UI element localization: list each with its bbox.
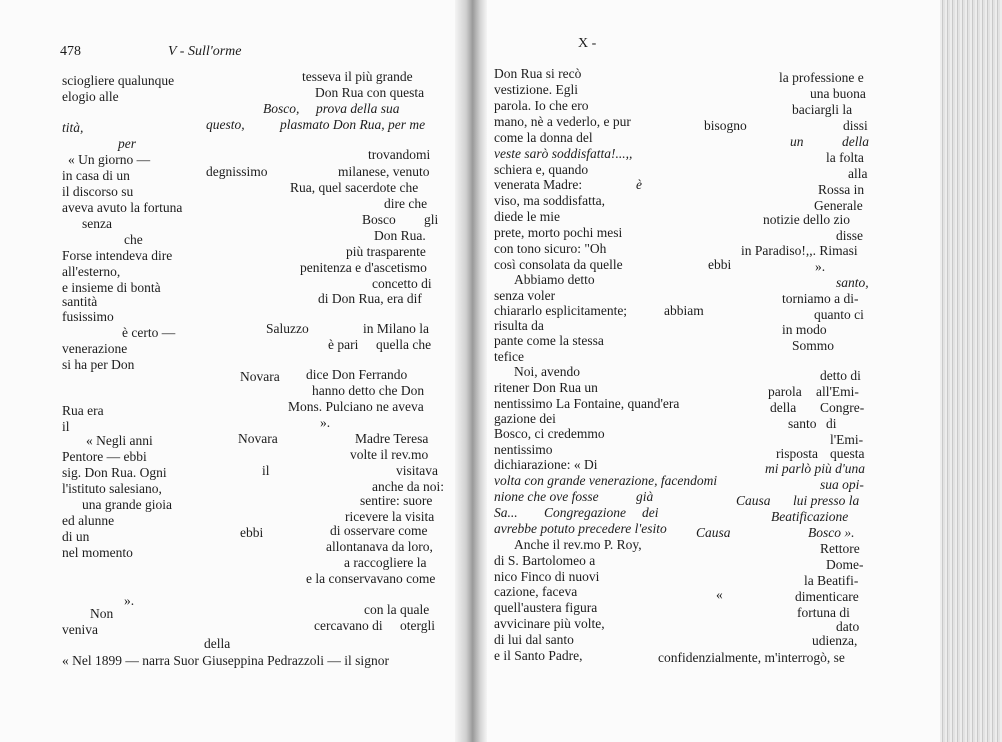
text-line: la professione e xyxy=(779,70,864,85)
text-line: cazione, faceva xyxy=(494,584,578,599)
text-line: dimenticare xyxy=(795,589,859,604)
text-line: concetto di xyxy=(372,276,432,291)
text-line: il xyxy=(262,463,270,478)
text-line: aveva avuto la fortuna xyxy=(62,200,183,215)
text-line: Sommo xyxy=(792,338,835,353)
text-line: questa xyxy=(830,446,865,461)
text-line: volta con grande venerazione, facendomi xyxy=(494,473,718,488)
text-line: Causa xyxy=(736,493,771,508)
text-line: Generale xyxy=(814,198,863,213)
text-line: fortuna di xyxy=(797,605,850,620)
text-line: nel momento xyxy=(62,545,133,560)
text-line: della xyxy=(770,400,797,415)
text-line: santità xyxy=(62,294,98,309)
text-line: gli xyxy=(424,212,439,227)
text-line: di lui dal santo xyxy=(494,632,574,647)
text-line: dichiarazione: « Di xyxy=(494,457,598,472)
text-line: penitenza e d'ascetismo xyxy=(300,260,427,275)
text-line: e la conservavano come xyxy=(306,571,436,586)
text-line: Bosco, ci credemmo xyxy=(494,426,605,441)
text-line: pante come la stessa xyxy=(494,333,604,348)
text-line: di S. Bartolomeo a xyxy=(494,553,596,568)
text-line: all'esterno, xyxy=(62,264,121,279)
text-line: Rossa in xyxy=(818,182,865,197)
text-line: volte il rev.mo xyxy=(350,447,429,462)
text-line: avvicinare più volte, xyxy=(494,616,605,631)
text-line: lui presso la xyxy=(793,493,860,508)
text-line: questo, xyxy=(206,117,245,132)
text-line: con tono sicuro: "Oh xyxy=(494,241,607,256)
text-line: in Milano la xyxy=(363,321,429,336)
text-line: notizie dello zio xyxy=(763,212,850,227)
right-running-head: X - xyxy=(578,36,597,51)
text-line: già xyxy=(636,489,654,504)
page-number: 478 xyxy=(60,44,81,59)
text-line: Don Rua si recò xyxy=(494,66,582,81)
text-line: prete, morto pochi mesi xyxy=(494,225,623,240)
text-line: ebbi xyxy=(708,257,732,272)
text-line: otergli xyxy=(400,618,435,633)
text-line: dei xyxy=(642,505,659,520)
text-line: della xyxy=(842,134,869,149)
text-line: diede le mie xyxy=(494,209,560,224)
text-line: plasmato Don Rua, per me xyxy=(280,117,426,132)
text-line: Bosco xyxy=(362,212,396,227)
text-line: Causa xyxy=(696,525,731,540)
text-line: ed alunne xyxy=(62,513,115,528)
text-line: ritener Don Rua un xyxy=(494,380,598,395)
text-line: venerata Madre: xyxy=(494,177,583,192)
text-line: all'Emi- xyxy=(816,384,859,399)
text-line: senza xyxy=(82,216,112,231)
text-line: allontanava da loro, xyxy=(326,539,433,554)
text-line: di xyxy=(826,416,837,431)
text-line: si ha per Don xyxy=(62,357,135,372)
text-line: torniamo a di- xyxy=(782,291,859,306)
text-line: quanto ci xyxy=(814,307,864,322)
text-line: ricevere la visita xyxy=(345,509,435,524)
text-line: anche da noi: xyxy=(372,479,444,494)
text-line: nentissimo xyxy=(494,442,553,457)
text-line: detto di xyxy=(820,368,861,383)
text-line: sentire: suore xyxy=(360,493,433,508)
text-line: sciogliere qualunque xyxy=(62,73,175,88)
text-line: « Negli anni xyxy=(86,433,153,448)
text-line: che xyxy=(124,232,143,247)
text-line: nione che ove fosse xyxy=(494,489,599,504)
text-line: fusissimo xyxy=(62,309,114,324)
text-line: santo xyxy=(788,416,817,431)
text-line: chiararlo esplicitamente; xyxy=(494,303,628,318)
text-line: Sa... xyxy=(494,505,518,520)
text-line: alla xyxy=(848,166,868,181)
text-line: Pentore — ebbi xyxy=(62,449,147,464)
text-line: milanese, venuto xyxy=(338,164,430,179)
text-line: prova della sua xyxy=(316,101,400,116)
left-running-head: V - Sull'orme xyxy=(168,44,242,59)
text-line: un xyxy=(790,134,804,149)
text-line: è certo — xyxy=(122,325,176,340)
text-line: venerazione xyxy=(62,341,128,356)
text-line: avrebbe potuto precedere l'esito xyxy=(494,521,667,536)
text-line: l'Emi- xyxy=(830,432,864,447)
text-line: Bosco ». xyxy=(808,525,855,540)
text-line: quell'austera figura xyxy=(494,600,598,615)
text-line: santo, xyxy=(836,275,869,290)
text-line: più trasparente xyxy=(346,244,426,259)
text-line: abbiam xyxy=(664,303,704,318)
text-line: e insieme di bontà xyxy=(62,280,161,295)
text-line: Mons. Pulciano ne aveva xyxy=(288,399,424,414)
text-line: « Nel 1899 — narra Suor Giuseppina Pedrazzoli — il signor xyxy=(62,653,389,668)
text-line: mi parlò più d'una xyxy=(765,461,866,476)
text-line: parola. Io che ero xyxy=(494,98,589,113)
text-line: visitava xyxy=(396,463,438,478)
text-line: Novara xyxy=(238,431,278,446)
text-line: cercavano di xyxy=(314,618,383,633)
text-line: veniva xyxy=(62,622,98,637)
text-line: Madre Teresa xyxy=(355,431,429,446)
text-line: è pari xyxy=(328,337,359,352)
text-line: per xyxy=(118,136,136,151)
text-line: tità, xyxy=(62,120,84,135)
book-gutter xyxy=(455,0,487,742)
text-line: Rettore xyxy=(820,541,860,556)
text-line: Forse intendeva dire xyxy=(62,248,173,263)
text-line: l'istituto salesiano, xyxy=(62,481,162,496)
text-line: e il Santo Padre, xyxy=(494,648,583,663)
text-line: Non xyxy=(90,606,114,621)
text-line: tefice xyxy=(494,349,524,364)
text-line: sig. Don Rua. Ogni xyxy=(62,465,167,480)
text-line: Beatificazione xyxy=(771,509,849,524)
text-line: gazione dei xyxy=(494,411,556,426)
text-line: in Paradiso!,,. Rimasi xyxy=(741,243,858,258)
text-line: senza voler xyxy=(494,288,556,303)
text-line: degnissimo xyxy=(206,164,268,179)
text-line: risposta xyxy=(776,446,818,461)
text-line: Saluzzo xyxy=(266,321,309,336)
text-line: « Un giorno — xyxy=(68,152,151,167)
text-line: Bosco, xyxy=(263,101,300,116)
text-line: di un xyxy=(62,529,90,544)
text-line: è xyxy=(636,177,642,192)
text-line: Rua era xyxy=(62,403,104,418)
text-line: hanno detto che Don xyxy=(312,383,425,398)
text-line: quella che xyxy=(376,337,432,352)
text-line: nico Finco di nuovi xyxy=(494,569,600,584)
text-line: così consolata da quelle xyxy=(494,257,623,272)
text-line: confidenzialmente, m'interrogò, se xyxy=(658,650,845,665)
text-line: Rua, quel sacerdote che xyxy=(290,180,419,195)
text-line: il xyxy=(62,419,70,434)
text-line: di osservare come xyxy=(330,523,428,538)
text-line: sua opi- xyxy=(820,477,864,492)
text-line: una grande gioia xyxy=(82,497,172,512)
text-line: mano, nè a vederlo, e pur xyxy=(494,114,631,129)
text-line: parola xyxy=(768,384,802,399)
text-line: Congregazione xyxy=(544,505,626,520)
text-line: ». xyxy=(124,593,135,608)
text-line: con la quale xyxy=(364,602,430,617)
text-line: Congre- xyxy=(820,400,865,415)
text-line: tesseva il più grande xyxy=(302,69,413,84)
text-line: elogio alle xyxy=(62,89,119,104)
text-line: Anche il rev.mo P. Roy, xyxy=(514,537,642,552)
text-line: dissi xyxy=(843,118,868,133)
text-line: una buona xyxy=(810,86,866,101)
page-edge xyxy=(940,0,1002,742)
text-line: ». xyxy=(320,415,331,430)
text-line: nentissimo La Fontaine, quand'era xyxy=(494,396,680,411)
text-line: udienza, xyxy=(812,633,858,648)
text-line: viso, ma soddisfatta, xyxy=(494,193,605,208)
text-line: Noi, avendo xyxy=(514,364,580,379)
text-line: di Don Rua, era dif xyxy=(318,291,422,306)
text-line: come la donna del xyxy=(494,130,593,145)
text-line: il discorso su xyxy=(62,184,134,199)
text-line: Novara xyxy=(240,369,280,384)
text-line: la folta xyxy=(826,150,864,165)
text-line: veste sarò soddisfatta!...,, xyxy=(494,146,633,161)
text-line: la Beatifi- xyxy=(804,573,859,588)
text-line: « xyxy=(716,587,723,602)
text-line: della xyxy=(204,636,231,651)
text-line: dire che xyxy=(384,196,428,211)
text-line: in casa di un xyxy=(62,168,130,183)
text-line: ». xyxy=(815,259,826,274)
text-line: vestizione. Egli xyxy=(494,82,578,97)
text-line: trovandomi xyxy=(368,147,431,162)
text-line: Don Rua. xyxy=(374,228,426,243)
text-line: Don Rua con questa xyxy=(315,85,425,100)
text-line: dato xyxy=(836,619,860,634)
text-line: risulta da xyxy=(494,318,544,333)
text-line: bisogno xyxy=(704,118,747,133)
text-line: baciargli la xyxy=(792,102,853,117)
text-line: Abbiamo detto xyxy=(514,272,595,287)
text-line: ebbi xyxy=(240,525,264,540)
text-line: schiera e, quando xyxy=(494,162,589,177)
text-line: disse xyxy=(836,228,863,243)
text-line: Dome- xyxy=(826,557,864,572)
text-line: dice Don Ferrando xyxy=(306,367,408,382)
text-line: in modo xyxy=(782,322,827,337)
text-line: a raccogliere la xyxy=(344,555,427,570)
